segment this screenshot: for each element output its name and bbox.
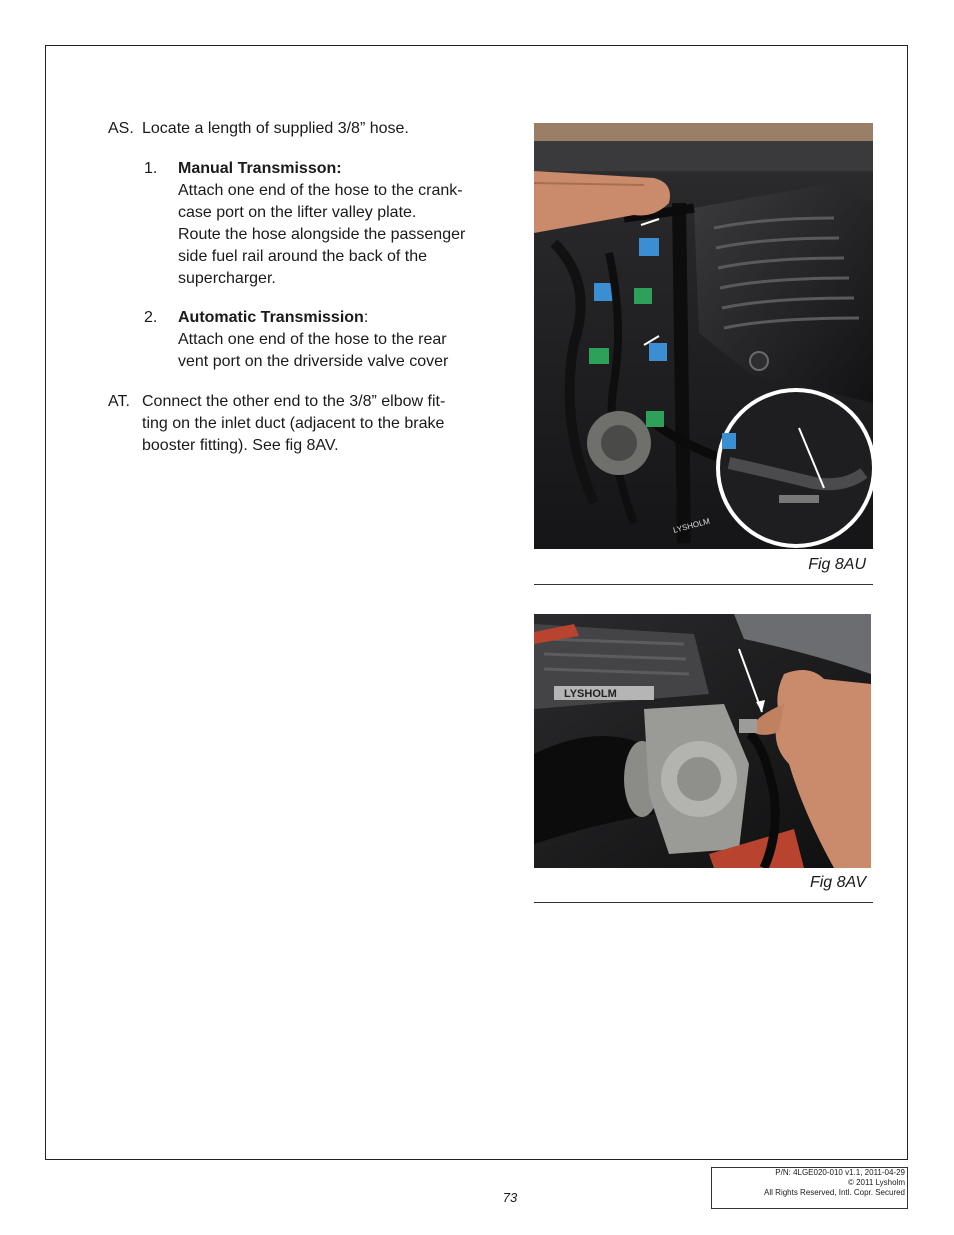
substep-manual <box>178 158 508 290</box>
page-number: 73 <box>502 1190 518 1205</box>
rights-line: All Rights Reserved, Intl. Copr. Secured <box>764 1188 905 1197</box>
substep-manual-line: supercharger. <box>178 270 276 287</box>
step-label-as: AS. <box>108 120 134 137</box>
substep-number-1: 1. <box>144 160 158 177</box>
figure-8av-rule <box>534 902 873 903</box>
substep-auto-title: Automatic Transmission <box>178 309 364 326</box>
step-at-line: ting on the inlet duct (adjacent to the brake <box>142 415 445 432</box>
substep-manual-line: Route the hose alongside the passenger <box>178 226 466 243</box>
figure-8av-photo <box>534 614 871 868</box>
copyright-box <box>711 1167 908 1209</box>
substep-number-2: 2. <box>144 309 158 326</box>
figure-8av-logo: LYSHOLM <box>564 688 617 700</box>
substep-manual-title: Manual Transmisson: <box>178 160 342 177</box>
step-as-text: Locate a length of supplied 3/8” hose. <box>142 120 409 137</box>
step-at-line: booster fitting). See fig 8AV. <box>142 437 339 454</box>
part-number: P/N: 4LGE020-010 v1.1, 2011-04-29 <box>775 1168 905 1177</box>
figure-8au-caption: Fig 8AU <box>808 556 866 573</box>
step-label-at: AT. <box>108 393 130 410</box>
step-at-line: Connect the other end to the 3/8” elbow fit- <box>142 393 446 410</box>
substep-auto-line: Attach one end of the hose to the rear <box>178 331 447 348</box>
figure-8au-logo: LYSHOLM <box>672 516 711 535</box>
substep-manual-line: Attach one end of the hose to the crank- <box>178 182 463 199</box>
figure-8au-photo <box>534 123 873 549</box>
substep-auto-colon: : <box>363 309 369 326</box>
figure-8av-caption: Fig 8AV <box>809 874 866 891</box>
copyright-line: © 2011 Lysholm <box>847 1178 905 1187</box>
substep-auto <box>178 307 508 373</box>
substep-manual-line: case port on the lifter valley plate. <box>178 204 417 221</box>
substep-manual-line: side fuel rail around the back of the <box>178 248 428 265</box>
substep-auto-line: vent port on the driverside valve cover <box>178 353 449 370</box>
step-at <box>142 391 502 457</box>
figure-8au-rule <box>534 584 873 585</box>
